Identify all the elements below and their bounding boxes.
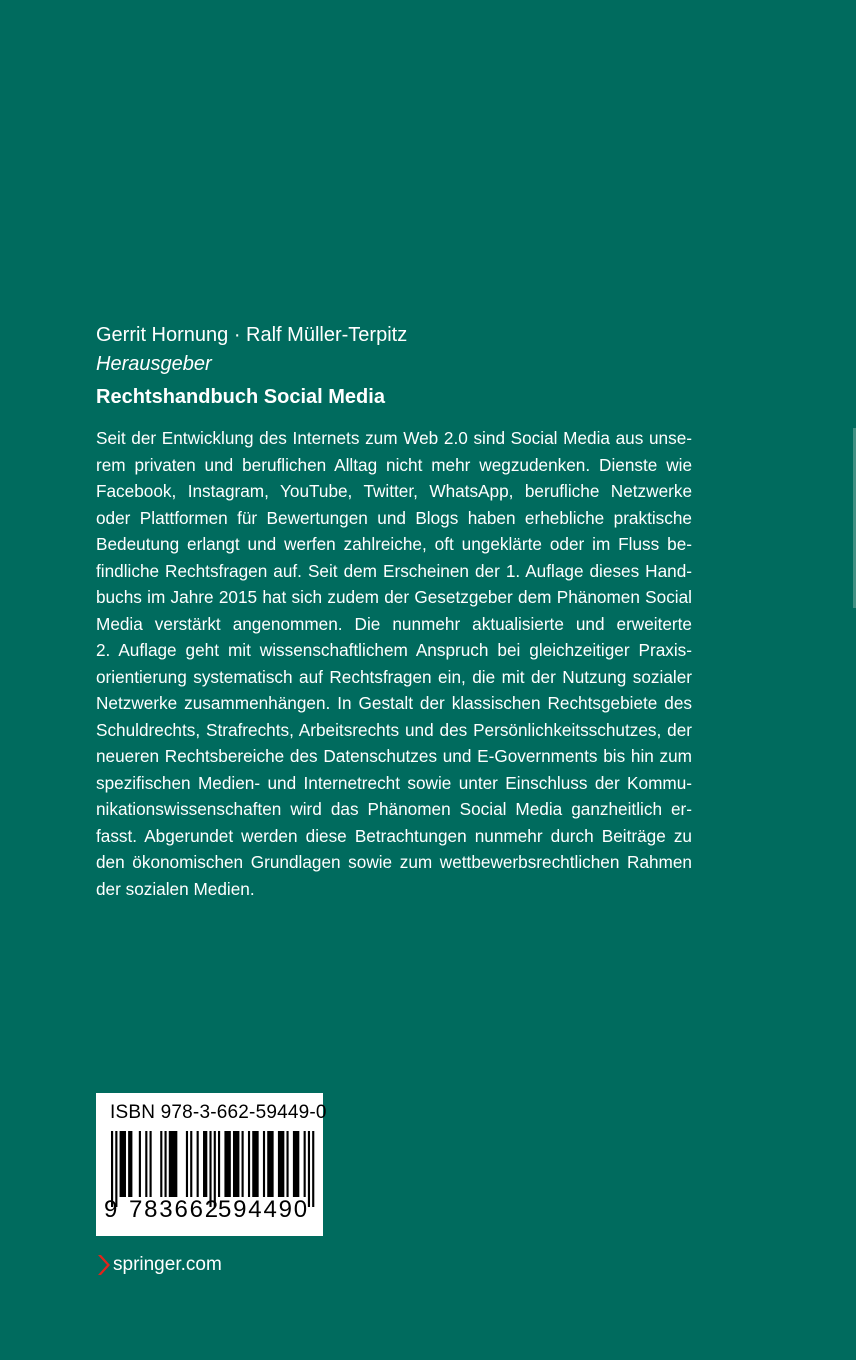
- barcode-bar: [203, 1131, 207, 1197]
- book-blurb: [96, 425, 692, 902]
- blurb-line: nikationswissenschaften wird das Phänomen Social Media ganzheitlich er-: [96, 799, 692, 819]
- barcode-bar: [145, 1131, 147, 1197]
- barcode-bar: [197, 1131, 199, 1197]
- isbn-label: ISBN 978-3-662-59449-0: [110, 1102, 327, 1123]
- blurb-line: Facebook, Instagram, YouTube, Twitter, WhatsApp, berufliche Netzwerke: [96, 481, 692, 501]
- blurb-line: Bedeutung erlangt und werfen zahlreiche, oft ungeklärte oder im Fluss be-: [96, 534, 692, 554]
- blurb-line: spezifischen Medien- und Internetrecht sowie unter Einschluss der Kommu-: [96, 772, 692, 793]
- barcode-bar: [233, 1131, 239, 1197]
- blurb-line: rem privaten und beruflichen Alltag nicht mehr wegzudenken. Dienste wie: [96, 454, 692, 475]
- barcode-bar: [248, 1131, 250, 1197]
- isbn-barcode-box: [96, 1093, 327, 1236]
- blurb-line: orientierung systematisch auf Rechtsfragen ein, die mit der Nutzung sozialer: [96, 666, 692, 687]
- isbn-digits-first: 9: [104, 1196, 118, 1223]
- barcode-bar: [120, 1131, 126, 1197]
- barcode-bar: [267, 1131, 273, 1197]
- barcode-bar: [304, 1131, 306, 1197]
- blurb-line: neueren Rechtsbereiche des Datenschutzes und E-Governments bis hin zum: [96, 746, 692, 766]
- isbn-digits-right: 594490: [218, 1196, 309, 1223]
- editor-role: Herausgeber: [96, 353, 212, 375]
- barcode-bar: [312, 1131, 314, 1207]
- barcode-bar: [165, 1131, 167, 1197]
- barcode-bar: [160, 1131, 162, 1197]
- barcode-bar: [224, 1131, 230, 1197]
- barcode-bar: [190, 1131, 192, 1197]
- barcode-bar: [128, 1131, 132, 1197]
- barcode-bar: [186, 1131, 188, 1197]
- blurb-line: oder Plattformen für Bewertungen und Blogs haben erhebliche praktische: [96, 507, 692, 528]
- blurb-line: buchs im Jahre 2015 hat sich zudem der Gesetzgeber dem Phänomen Social: [96, 587, 692, 607]
- springer-chevron-icon: [96, 1253, 110, 1277]
- barcode-bar: [252, 1131, 258, 1197]
- barcode-bar: [293, 1131, 299, 1197]
- blurb-line: findliche Rechtsfragen auf. Seit dem Erscheinen der 1. Auflage dieses Hand-: [96, 560, 692, 581]
- blurb-line: den ökonomischen Grundlagen sowie zum wettbewerbsrechtlichen Rahmen: [96, 852, 692, 872]
- barcode-bar: [263, 1131, 265, 1197]
- barcode-bar: [139, 1131, 141, 1197]
- blurb-line: 2. Auflage geht mit wissenschaftlichem Anspruch bei gleichzeitiger Praxis-: [96, 640, 692, 660]
- barcode-bar: [218, 1131, 220, 1197]
- barcode-bar: [169, 1131, 178, 1197]
- isbn-digits-left: 783662: [129, 1196, 220, 1223]
- book-authors: Gerrit Hornung · Ralf Müller-Terpitz: [96, 324, 408, 346]
- blurb-line: fasst. Abgerundet werden diese Betrachtungen nunmehr durch Beiträge zu: [96, 825, 692, 846]
- publisher-url[interactable]: springer.com: [113, 1254, 222, 1275]
- blurb-line: Netzwerke zusammenhängen. In Gestalt der klassischen Rechtsgebiete des: [96, 693, 692, 713]
- barcode-bar: [150, 1131, 152, 1197]
- blurb-line: Seit der Entwicklung des Internets zum Web 2.0 sind Social Media aus unse-: [96, 428, 692, 448]
- blurb-line: Media verstärkt angenommen. Die nunmehr aktualisierte und erweiterte: [96, 613, 692, 634]
- publisher-link[interactable]: [96, 1252, 222, 1278]
- blurb-line: der sozialen Medien.: [96, 878, 255, 899]
- barcode-bar: [242, 1131, 244, 1197]
- barcode-bar: [278, 1131, 284, 1197]
- blurb-line: Schuldrechts, Strafrechts, Arbeitsrechts und des Persönlichkeitsschutzes, der: [96, 719, 692, 740]
- barcode-bar: [286, 1131, 288, 1197]
- book-title: Rechtshandbuch Social Media: [96, 386, 385, 408]
